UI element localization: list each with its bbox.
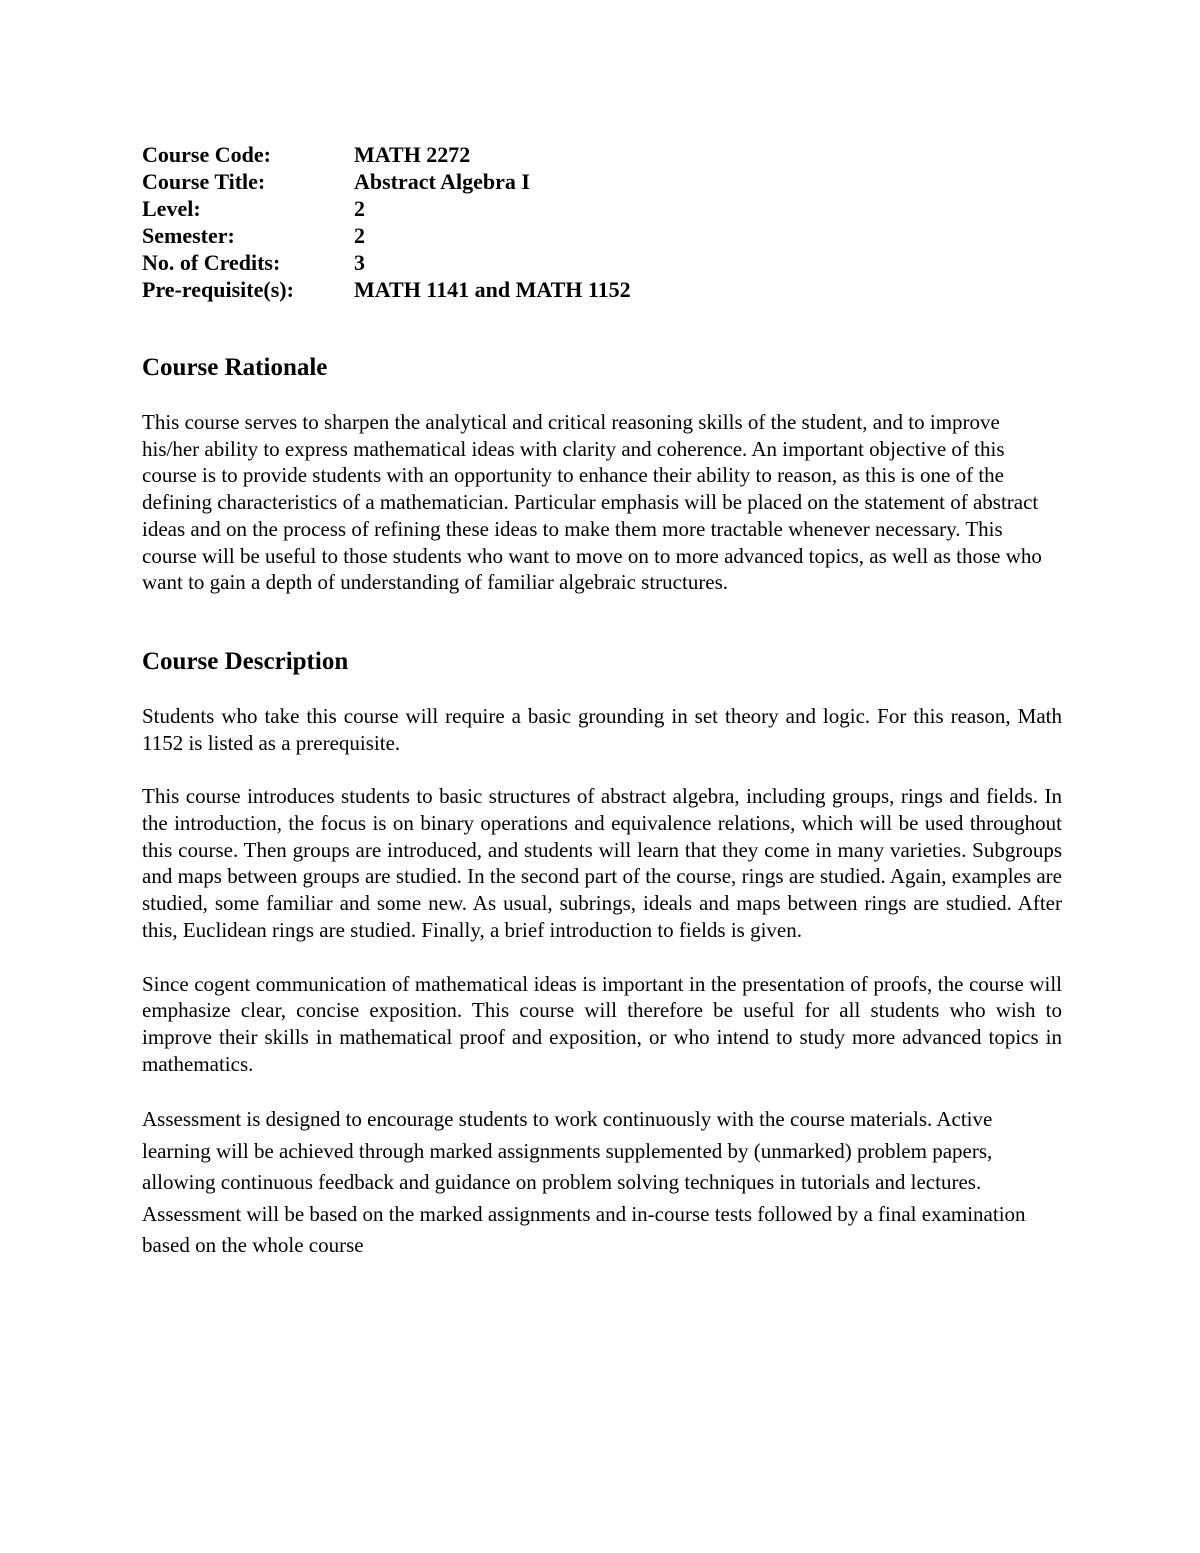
rationale-paragraph: This course serves to sharpen the analytical and critical reasoning skills of the student, and to improve his/her ability to express mathematical ideas with clarity and coherence. An important objective of this course is to provide students with an opportunity to enhance their ability to reason, as this is one of the defining characteristics of a mathematician. Particular emphasis will be placed on the statement of abstract ideas and on the process of refining these ideas to make them more tractable whenever necessary. This course will be useful to those students who want to move on to more advanced topics, as well as those who want to gain a depth of understanding of familiar algebraic structures. [142, 410, 1042, 595]
prerequisites-label: Pre-requisite(s): [142, 277, 294, 302]
description-paragraph-assessment: Assessment is designed to encourage students to work continuously with the course materials. Active learning will be achieved through marked assignments supplemented by (unmarked) problem papers, allowing continuous feedback and guidance on problem solving techniques in tutorials and lectures. Assessment will be based on the marked assignments and in-course tests followed by a final examination based on the whole course [142, 1107, 1026, 1258]
credits-row [142, 249, 631, 276]
semester-row [142, 222, 631, 249]
credits-label: No. of Credits: [142, 250, 281, 275]
prerequisites-row [142, 276, 631, 303]
description-paragraph-prerequisites: Students who take this course will require a basic grounding in set theory and logic. For this reason, Math 1152 is listed as a prerequisite. [142, 703, 1062, 755]
level-row [142, 195, 631, 222]
course-title-label: Course Title: [142, 169, 266, 194]
prerequisites-value: MATH 1141 and MATH 1152 [354, 277, 631, 302]
document-page [142, 141, 1062, 1262]
course-code-row [142, 141, 631, 168]
course-info-table [142, 141, 631, 303]
course-code-label: Course Code: [142, 142, 271, 167]
course-code-value: MATH 2272 [354, 142, 471, 167]
course-title-row [142, 168, 631, 195]
description-heading: Course Description [142, 647, 349, 675]
course-title-value: Abstract Algebra I [354, 169, 530, 194]
level-value: 2 [354, 196, 365, 221]
semester-label: Semester: [142, 223, 235, 248]
description-paragraph-exposition: Since cogent communication of mathematical ideas is important in the presentation of proofs, the course will emphasize clear, concise exposition. This course will therefore be useful for all students who wish to improve their skills in mathematical proof and exposition, or who intend to study more advanced topics in mathematics. [142, 971, 1062, 1076]
semester-value: 2 [354, 223, 365, 248]
level-label: Level: [142, 196, 201, 221]
credits-value: 3 [354, 250, 365, 275]
rationale-heading: Course Rationale [142, 354, 328, 381]
description-paragraph-structures: This course introduces students to basic structures of abstract algebra, including groups, rings and fields. In the introduction, the focus is on binary operations and equivalence relations, which will be used throughout this course. Then groups are introduced, and students will learn that they come in many varieties. Subgroups and maps between groups are studied. In the second part of the course, rings are studied. Again, examples are studied, some familiar and some new. As usual, subrings, ideals and maps between rings are studied. After this, Euclidean rings are studied. Finally, a brief introduction to fields is given. [142, 784, 1062, 942]
